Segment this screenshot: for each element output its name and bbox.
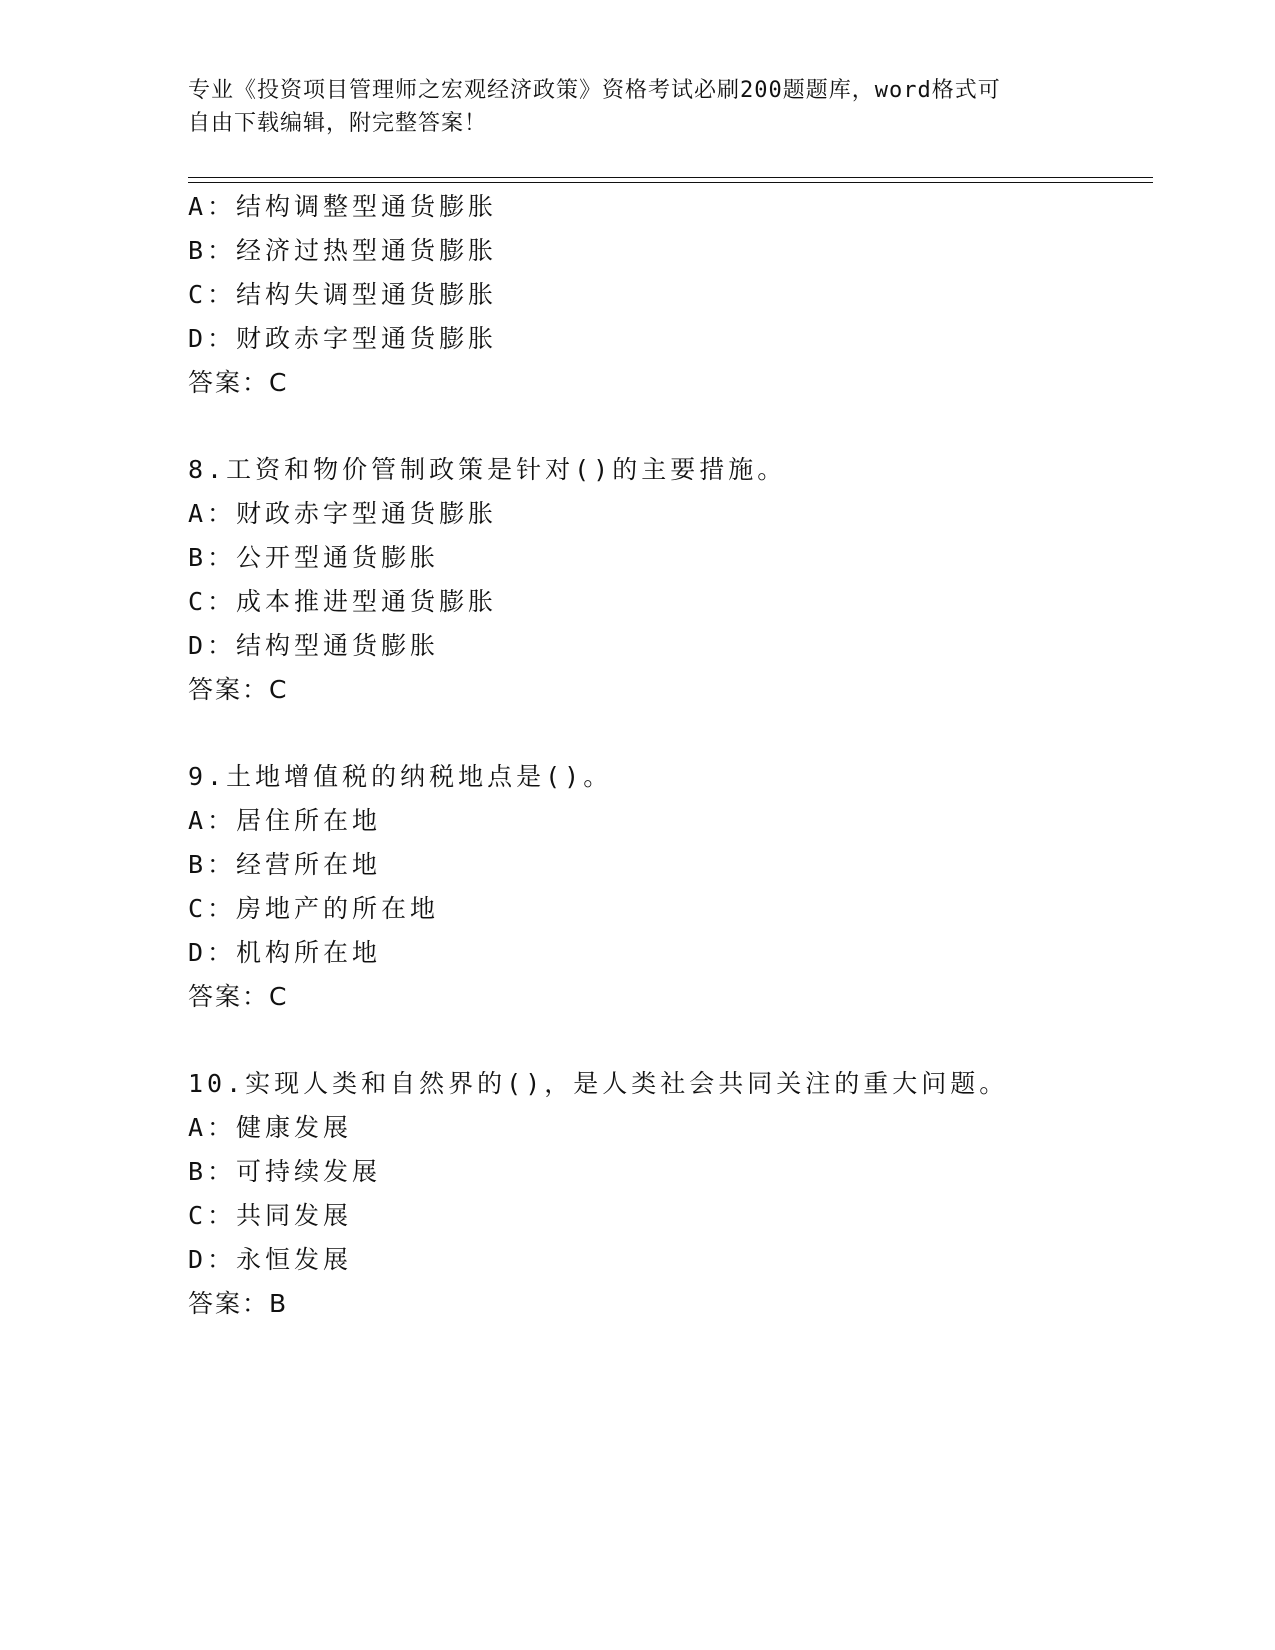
q7-answer: 答案：C bbox=[188, 368, 289, 397]
document-header bbox=[188, 74, 1108, 140]
q8-title: 8.工资和物价管制政策是针对()的主要措施。 bbox=[188, 455, 787, 484]
q9-answer: 答案：C bbox=[188, 982, 289, 1011]
q10-title: 10.实现人类和自然界的()，是人类社会共同关注的重大问题。 bbox=[188, 1069, 1009, 1098]
q7-option-b: B：经济过热型通货膨胀 bbox=[188, 236, 498, 265]
q8-option-a: A：财政赤字型通货膨胀 bbox=[188, 499, 498, 528]
q10-option-b: B：可持续发展 bbox=[188, 1157, 382, 1186]
q8-option-c: C：成本推进型通货膨胀 bbox=[188, 587, 498, 616]
header-line-2: 自由下载编辑，附完整答案！ bbox=[188, 111, 488, 136]
q7-option-d: D：财政赤字型通货膨胀 bbox=[188, 324, 498, 353]
q7-option-c: C：结构失调型通货膨胀 bbox=[188, 280, 498, 309]
q9-title: 9.土地增值税的纳税地点是()。 bbox=[188, 762, 613, 791]
q8-option-b: B：公开型通货膨胀 bbox=[188, 543, 440, 572]
header-divider-top bbox=[188, 177, 1153, 178]
q9-option-c: C：房地产的所在地 bbox=[188, 894, 440, 923]
q10-option-c: C：共同发展 bbox=[188, 1201, 353, 1230]
q9-option-d: D：机构所在地 bbox=[188, 938, 382, 967]
header-divider-bottom bbox=[188, 182, 1153, 183]
header-line-1: 专业《投资项目管理师之宏观经济政策》资格考试必刷200题题库，word格式可 bbox=[188, 78, 1001, 103]
q8-option-d: D：结构型通货膨胀 bbox=[188, 631, 440, 660]
q9-option-b: B：经营所在地 bbox=[188, 850, 382, 879]
q10-option-a: A：健康发展 bbox=[188, 1113, 353, 1142]
q7-option-a: A：结构调整型通货膨胀 bbox=[188, 192, 498, 221]
q10-answer: 答案：B bbox=[188, 1289, 289, 1318]
q10-option-d: D：永恒发展 bbox=[188, 1245, 353, 1274]
q8-answer: 答案：C bbox=[188, 675, 289, 704]
q9-option-a: A：居住所在地 bbox=[188, 806, 382, 835]
